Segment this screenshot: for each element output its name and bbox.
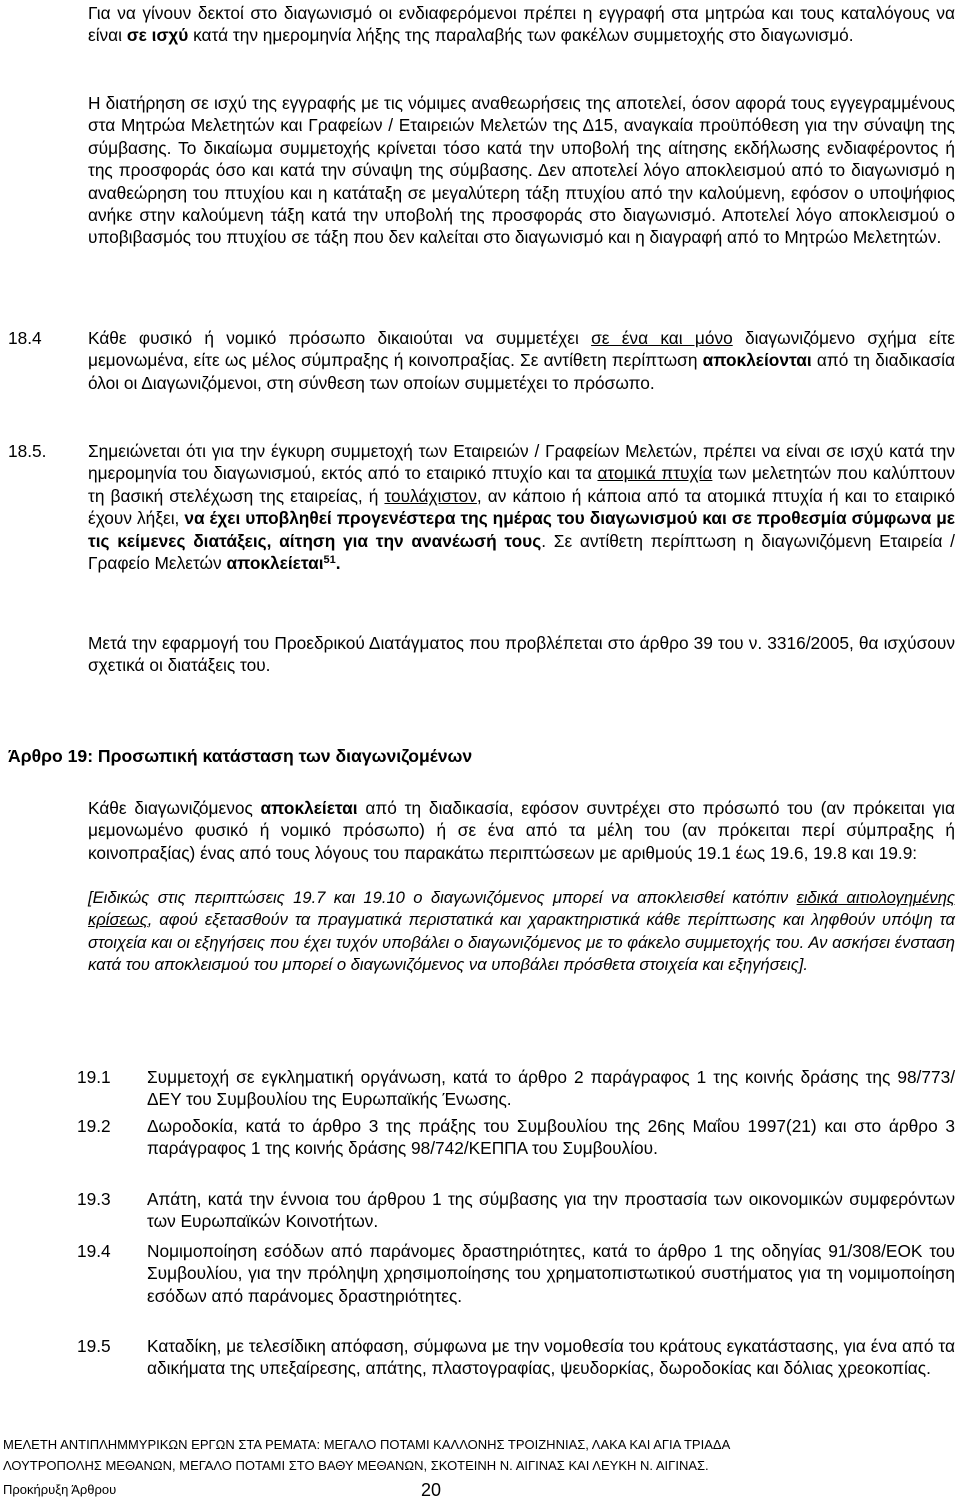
bold-run: σε ισχύ <box>126 25 189 46</box>
underlined-run: σε ένα και μόνο <box>591 328 733 348</box>
bold-run: αποκλείεται <box>260 798 358 818</box>
item-number: 19.3 <box>77 1189 111 1209</box>
item-text: Απάτη, κατά την έννοια του άρθρου 1 της σύμβασης για την προστασία των οικονομικών συμφερόντων των Ευρωπαϊκών Κοινοτήτων. <box>147 1189 955 1232</box>
footer-line-2: ΛΟΥΤΡΟΠΟΛΗΣ ΜΕΘΑΝΩΝ, ΜΕΓΑΛΟ ΠΟΤΑΜΙ ΣΤΟ ΒΑΘΥ ΜΕΘΑΝΩΝ, ΣΚΟΤΕΙΝΗ Ν. ΑΙΓΙΝΑΣ ΚΑΙ ΛΕΥΚΗ Ν. ΑΙΓΙΝΑΣ. <box>3 1458 709 1473</box>
underlined-run: τουλάχιστον <box>384 485 477 506</box>
item-text: Νομιμοποίηση εσόδων από παράνομες δραστηριότητες, κατά το άρθρο 1 της οδηγίας 91/308/ΕΟΚ του Συμβουλίου, για την πρόληψη χρησιμοποίησης του χρηματοπιστωτικού συστήματος για τη νομιμοποίηση εσόδων από παράνομες δραστηριότητες. <box>147 1241 955 1306</box>
text-run: Κάθε φυσικό ή νομικό πρόσωπο δικαιούται να συμμετέχει <box>88 328 592 348</box>
text-run: των μελετητών που καλύπτουν τη βασική στελέχωση της εταιρείας, ή <box>88 463 956 506</box>
underlined-run: ατομικά πτυχία <box>597 463 713 484</box>
article-19-heading: Άρθρο 19: Προσωπική κατάσταση των διαγωνιζομένων <box>8 746 473 766</box>
text-run: διαγωνιζόμενο σχήμα είτε μεμονωμένα, είτε ως μέλος σύμπραξης ή κοινοπραξίας. Σε αντίθετη περίπτωση <box>88 328 955 371</box>
page-number: 20 <box>421 1480 442 1500</box>
section-number: 18.4 <box>8 328 42 348</box>
item-number: 19.4 <box>77 1241 111 1261</box>
text-run: από τη διαδικασία, εφόσον συντρέχει στο πρόσωπό του (αν πρόκειται για μεμονωμένο φυσικό ή νομικό πρόσωπο) ή σε ένα από τα μέλη του (αν πρόκειται περί σύμπραξης ή κοινοπραξίας) ένας από τους λόγους του παρακάτω περιπτώσεων με αριθμούς 19.1 έως 19.6, 19.8 και 19.9: <box>88 798 955 863</box>
section-number: 18.5. <box>8 441 47 461</box>
item-text: Δωροδοκία, κατά το άρθρο 3 της πράξης του Συμβουλίου της 26ης Μαΐου 1997(21) και στο άρθρο 3 παράγραφος 1 της κοινής δράσης 98/742/ΚΕΠΠΑ του Συμβουλίου. <box>147 1116 955 1159</box>
item-text: Καταδίκη, με τελεσίδικη απόφαση, σύμφωνα με την νομοθεσία του κράτους εγκατάστασης, για ένα από τα αδικήματα της υπεξαίρεσης, απάτης, πλαστογραφίας, ψευδορκίας, δωροδοκίας και δόλιας χρεοκοπίας. <box>147 1336 955 1379</box>
text-run: από τη διαδικασία όλοι οι Διαγωνιζόμενοι, στη σύνθεση των οποίων συμμετέχει το πρόσωπο. <box>88 350 955 393</box>
paragraph-registration-maintenance: Η διατήρηση σε ισχύ της εγγραφής με τις νόμιμες αναθεωρήσεις της αποτελεί, όσον αφορά τους εγγεγραμμένους στα Μητρώα Μελετητών και Γραφείων / Εταιρειών Μελετών της Δ15, αναγκαία προϋπόθεση για την σύναψη της σύμβασης. Το δικαίωμα συμμετοχής κρίνεται τόσο κατά την υποβολή της αίτησης εκδήλωσης ενδιαφέροντος ή της προσφοράς όσο και κατά την σύναψη της σύμβασης. Δεν αποτελεί λόγο αποκλεισμού από το διαγωνισμό η αναθεώρηση του πτυχίου και η κατάταξη σε μεγαλύτερη τάξη πτυχίου από την καλούμενη, εφόσον ο υποψήφιος ανήκε στην καλούμενη τάξη κατά την υποβολή της προσφοράς στο διαγωνισμό. Αποτελεί λόγο αποκλεισμού ο υποβιβασμός του πτυχίου σε τάξη που δεν καλείται στο διαγωνισμό και η διαγραφή από το Μητρώο Μελετητών. <box>88 93 955 248</box>
text-run: Για να γίνουν δεκτοί στο διαγωνισμό οι ενδιαφερόμενοι πρέπει η εγγραφή στα μητρώα και τους καταλόγους να είναι <box>88 3 955 46</box>
paragraph-registration-validity <box>88 2 955 47</box>
text-run: , αφού εξετασθούν τα πραγματικά περιστατικά και χαρακτηριστικά κάθε περίπτωσης και ληφθούν υπόψη τα στοιχεία και οι εξηγήσεις που έχει τυχόν υποβάλει ο διαγωνιζόμενος με το φάκελο συμμετοχής του. Αν ασκήσει ένσταση κατά του αποκλεισμού του μπορεί ο διαγωνιζόμενος να υποβάλει πρόσθετα στοιχεία και εξηγήσεις]. <box>88 910 955 975</box>
underlined-run: ειδικά αιτιολογημένης κρίσεως <box>88 888 955 930</box>
item-number: 19.2 <box>77 1116 111 1136</box>
item-number: 19.1 <box>77 1067 111 1087</box>
section-text <box>88 327 955 394</box>
text-run: κατά την ημερομηνία λήξης της παραλαβής των φακέλων συμμετοχής στο διαγωνισμό. <box>188 25 854 46</box>
section-text <box>88 440 955 574</box>
bold-run: . <box>335 553 341 574</box>
bold-run: να έχει υποβληθεί προγενέστερα της ημέρας του διαγωνισμού και σε προθεσμία σύμφωνα με τις κείμενες διατάξεις, αίτηση για την ανανέωσή τους <box>88 508 955 551</box>
bold-run: αποκλείεται <box>226 553 324 574</box>
footnote-ref: 51 <box>323 554 336 567</box>
item-number: 19.5 <box>77 1336 111 1356</box>
text-run: , αν κάποιο ή κάποια από τα ατομικά πτυχία ή και το εταιρικό έχουν λήξει, <box>88 485 955 529</box>
item-text: Συμμετοχή σε εγκληματική οργάνωση, κατά το άρθρο 2 παράγραφος 1 της κοινής δράσης της 98/773/ΔΕΥ του Συμβουλίου της Ευρωπαϊκής Ένωσης. <box>147 1067 955 1110</box>
paragraph-decree: Μετά την εφαρμογή του Προεδρικού Διατάγματος που προβλέπεται στο άρθρο 39 του ν. 3316/2005, θα ισχύσουν σχετικά οι διατάξεις του. <box>88 633 955 676</box>
footer-line-1: ΜΕΛΕΤΗ ΑΝΤΙΠΛΗΜΜΥΡΙΚΩΝ ΕΡΓΩΝ ΣΤΑ ΡΕΜΑΤΑ: ΜΕΓΑΛΟ ΠΟΤΑΜΙ ΚΑΛΛΟΝΗΣ ΤΡΟΙΖΗΝΙΑΣ, ΛΑΚΑ ΚΑΙ ΑΓΙΑ ΤΡΙΑΔΑ <box>3 1437 731 1452</box>
paragraph-italic-note <box>88 887 955 977</box>
text-run: Σημειώνεται ότι για την έγκυρη συμμετοχή των Εταιρειών / Γραφείων Μελετών, πρέπει να είναι σε ισχύ κατά την ημερομηνία του διαγωνισμού, εκτός από το εταιρικό πτυχίο και τα <box>88 441 955 484</box>
paragraph-article-19 <box>88 797 955 864</box>
text-run: [Ειδικώς στις περιπτώσεις 19.7 και 19.10 ο διαγωνιζόμενος μπορεί να αποκλεισθεί κατόπιν <box>88 888 797 907</box>
footer-label: Προκήρυξη Άρθρου <box>3 1482 117 1497</box>
bold-run: αποκλείονται <box>702 350 812 371</box>
text-run: Κάθε διαγωνιζόμενος <box>88 798 261 818</box>
text-run: . Σε αντίθετη περίπτωση η διαγωνιζόμενη Εταιρεία / Γραφείο Μελετών <box>88 530 955 574</box>
